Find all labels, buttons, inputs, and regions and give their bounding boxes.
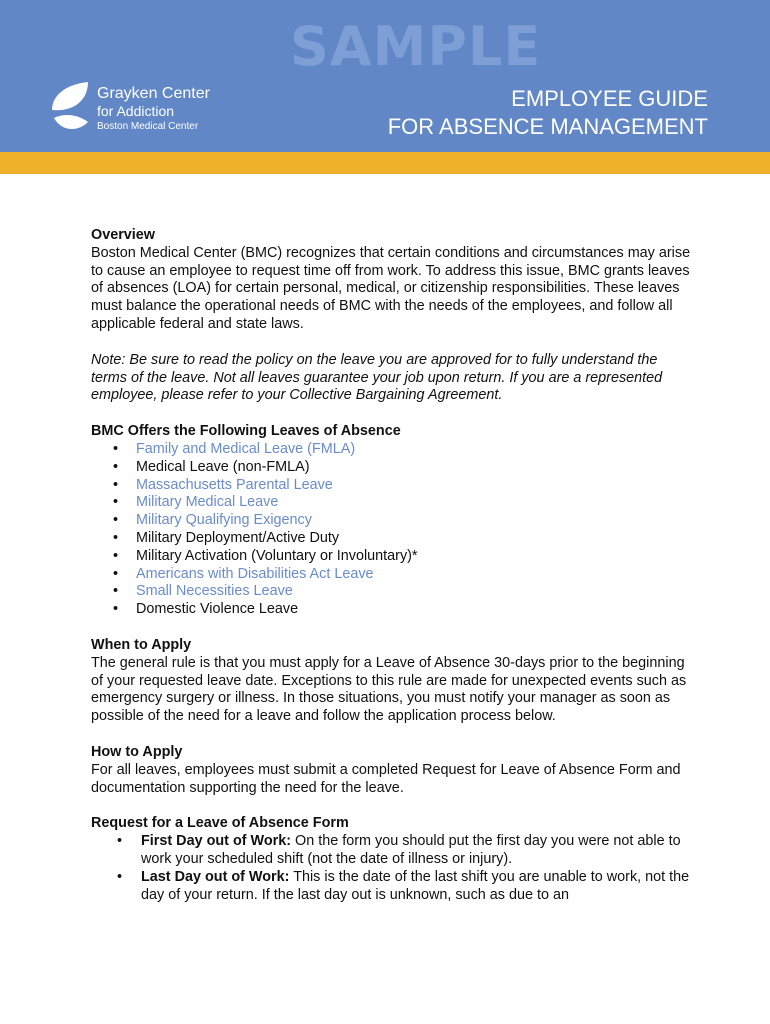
form-term: Last Day out of Work: xyxy=(141,868,290,885)
fmla-link[interactable]: Family and Medical Leave (FMLA) xyxy=(136,440,356,457)
overview-heading: Overview xyxy=(91,227,155,243)
overview-paragraph: Boston Medical Center (BMC) recognizes that certain conditions and circumstances may arise to cause an employee to request time off from work. To address this issue, BMC grants leaves of absences (LOA) for certain personal, medical, or citizenship responsibilities. These leaves must balance the operational needs of BMC with the needs of the employees, and follow all applicable federal and state laws. xyxy=(91,244,691,332)
leave-item-military-medical[interactable] xyxy=(91,494,691,512)
leave-label: Medical Leave (non-FMLA) xyxy=(136,458,310,475)
grayken-logo[interactable] xyxy=(48,80,248,140)
leaves-list xyxy=(91,441,691,619)
sample-watermark: SAMPLE xyxy=(290,15,542,78)
document-body xyxy=(91,227,691,904)
when-to-apply-paragraph: The general rule is that you must apply for a Leave of Absence 30-days prior to the beginning of your requested leave date. Exceptions to this rule are made for unexpected events such as emergency surgery or illness. In those situations, you must notify your manager as soon as possible of the need for a leave and follow the application process below. xyxy=(91,654,687,725)
parental-leave-link[interactable]: Massachusetts Parental Leave xyxy=(136,476,333,493)
leave-label: Military Activation (Voluntary or Involuntary)* xyxy=(136,547,418,564)
leaves-heading: BMC Offers the Following Leaves of Absence xyxy=(91,423,401,440)
request-form-list xyxy=(91,833,691,904)
form-item-first-day xyxy=(91,833,691,869)
how-to-apply-paragraph: For all leaves, employees must submit a completed Request for Leave of Absence Form and documentation supporting the need for the leave. xyxy=(91,761,681,796)
form-text: This is the date of the last shift you are unable to work, not the day of your return. If the last day out is unknown, such as due to an xyxy=(141,868,690,903)
request-form-heading: Request for a Leave of Absence Form xyxy=(91,815,349,832)
leave-label: Military Deployment/Active Duty xyxy=(136,529,340,546)
leave-item-small-necessities[interactable] xyxy=(91,583,691,601)
leave-item-deployment xyxy=(91,530,691,548)
form-text: On the form you should put the first day you were not able to work your scheduled shift (not the date of illness or injury). xyxy=(141,833,681,867)
header-band xyxy=(0,0,770,152)
accent-stripe xyxy=(0,152,770,174)
title-line-1: EMPLOYEE GUIDE xyxy=(511,86,708,111)
leaf-logo-icon xyxy=(48,80,92,136)
logo-organization: Boston Medical Center xyxy=(97,121,199,132)
leave-item-activation xyxy=(91,548,691,566)
qualifying-exigency-link[interactable]: Military Qualifying Exigency xyxy=(136,512,312,529)
small-necessities-link[interactable]: Small Necessities Leave xyxy=(136,583,293,600)
ada-leave-link[interactable]: Americans with Disabilities Act Leave xyxy=(136,565,374,582)
leave-item-domestic-violence xyxy=(91,601,691,619)
logo-subtitle: for Addiction xyxy=(97,103,175,119)
form-item-last-day xyxy=(91,869,691,905)
page-title xyxy=(388,85,708,141)
title-line-2: FOR ABSENCE MANAGEMENT xyxy=(387,114,708,139)
leave-label: Domestic Violence Leave xyxy=(136,601,299,618)
leave-item-parental[interactable] xyxy=(91,477,691,495)
leave-item-fmla[interactable] xyxy=(91,441,691,459)
leave-item-ada[interactable] xyxy=(91,566,691,584)
policy-note: Note: Be sure to read the policy on the leave you are approved for to fully understand the terms of the leave. Not all leaves guarantee your job upon return. If you are a represented employee, please refer to your Collective Bargaining Agreement. xyxy=(91,351,663,404)
when-to-apply-heading: When to Apply xyxy=(91,636,192,653)
leave-item-qualifying-exigency[interactable] xyxy=(91,512,691,530)
form-term: First Day out of Work: xyxy=(141,833,292,850)
military-medical-link[interactable]: Military Medical Leave xyxy=(136,494,279,511)
leave-item-medical xyxy=(91,459,691,477)
how-to-apply-heading: How to Apply xyxy=(91,743,183,760)
logo-name: Grayken Center xyxy=(97,85,210,102)
